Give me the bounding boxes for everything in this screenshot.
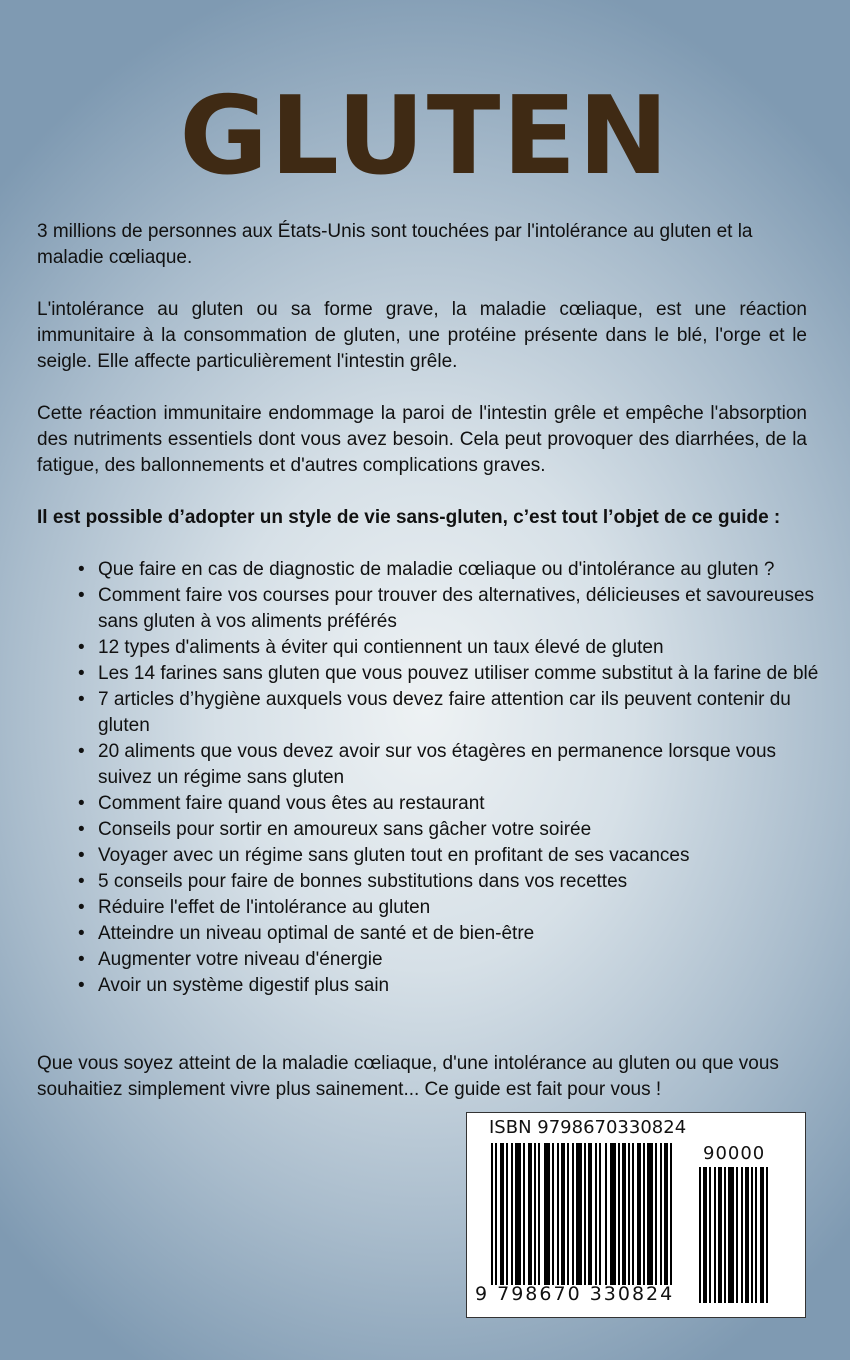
barcode-bars-main <box>491 1143 691 1285</box>
definition-paragraph: L'intolérance au gluten ou sa forme grave, la maladie cœliaque, est une réaction immunitaire à la consommation de gluten, une protéine présente dans le blé, l'orge et le seigle. Elle affecte particulièrement l'intestin grêle. <box>37 299 807 372</box>
barcode-bar <box>588 1143 592 1285</box>
barcode-bar <box>647 1143 653 1285</box>
barcode-bar <box>751 1167 753 1303</box>
intro-paragraph: 3 millions de personnes aux États-Unis sont touchées par l'intolérance au gluten et la maladie cœliaque. <box>37 221 753 268</box>
barcode-bar <box>736 1167 738 1303</box>
bullet-item: • Comment faire quand vous êtes au restaurant <box>78 791 823 817</box>
barcode-bar <box>724 1167 726 1303</box>
bullet-item: • Que faire en cas de diagnostic de maladie cœliaque ou d'intolérance au gluten ? <box>78 557 823 583</box>
barcode-bar <box>500 1143 504 1285</box>
barcode-bar <box>523 1143 525 1285</box>
barcode-bar <box>538 1143 540 1285</box>
bullet-item: • Réduire l'effet de l'intolérance au gluten <box>78 895 823 921</box>
bullet-item: • Avoir un système digestif plus sain <box>78 973 823 999</box>
barcode-bar <box>637 1143 641 1285</box>
book-title: GLUTEN <box>179 74 671 199</box>
barcode-bar <box>595 1143 597 1285</box>
barcode-bar <box>766 1167 768 1303</box>
barcode-bar <box>703 1167 707 1303</box>
barcode-bar <box>605 1143 607 1285</box>
barcode-bar <box>622 1143 626 1285</box>
barcode-bar <box>655 1143 657 1285</box>
barcode-bar <box>511 1143 513 1285</box>
barcode-bar <box>506 1143 508 1285</box>
bullet-item: • Voyager avec un régime sans gluten tout en profitant de ses vacances <box>78 843 823 869</box>
barcode-bar <box>561 1143 565 1285</box>
barcode-bar <box>741 1167 743 1303</box>
effects-paragraph: Cette réaction immunitaire endommage la paroi de l'intestin grêle et empêche l'absorption des nutriments essentiels dont vous avez besoin. Cela peut provoquer des diarrhées, de la fatigue, des ballonnements et d'autres complications graves. <box>37 403 807 476</box>
barcode-bar <box>515 1143 521 1285</box>
barcode-bar <box>599 1143 601 1285</box>
barcode-bar <box>610 1143 616 1285</box>
barcode-bar <box>544 1143 550 1285</box>
bullet-item: • Conseils pour sortir en amoureux sans gâcher votre soirée <box>78 817 823 843</box>
barcode-bar <box>760 1167 764 1303</box>
barcode-bar <box>534 1143 536 1285</box>
guide-bullet-list <box>78 557 823 999</box>
barcode-bar <box>491 1143 493 1285</box>
barcode-bar <box>584 1143 586 1285</box>
barcode-bar <box>528 1143 532 1285</box>
bullet-item: • Atteindre un niveau optimal de santé et de bien-être <box>78 921 823 947</box>
barcode-bar <box>745 1167 749 1303</box>
barcode-bar <box>576 1143 582 1285</box>
isbn-label: ISBN 9798670330824 <box>489 1117 687 1138</box>
barcode-bar <box>670 1143 672 1285</box>
barcode-bar <box>572 1143 574 1285</box>
guide-heading: Il est possible d’adopter un style de vie sans-gluten, c’est tout l’objet de ce guide : <box>37 507 781 528</box>
bullet-item: • 12 types d'aliments à éviter qui contiennent un taux élevé de gluten <box>78 635 823 661</box>
barcode-bar <box>699 1167 701 1303</box>
barcode-bars-addon <box>699 1167 783 1303</box>
barcode-bar <box>755 1167 757 1303</box>
barcode-bar <box>643 1143 645 1285</box>
barcode-bar <box>567 1143 569 1285</box>
barcode-bar <box>618 1143 620 1285</box>
barcode-bar <box>552 1143 554 1285</box>
bullet-item: • Augmenter votre niveau d'énergie <box>78 947 823 973</box>
barcode-bar <box>557 1143 559 1285</box>
bullet-item: • 5 conseils pour faire de bonnes substitutions dans vos recettes <box>78 869 823 895</box>
barcode-bar <box>709 1167 711 1303</box>
isbn-barcode <box>466 1112 806 1318</box>
barcode-bar <box>714 1167 716 1303</box>
price-code: 90000 <box>703 1143 766 1164</box>
bullet-item: • Comment faire vos courses pour trouver des alternatives, délicieuses et savoureuses sans gluten à vos aliments préférés <box>78 583 823 635</box>
barcode-bar <box>628 1143 630 1285</box>
barcode-bar <box>632 1143 634 1285</box>
barcode-bar <box>718 1167 722 1303</box>
bullet-item: • 20 aliments que vous devez avoir sur vos étagères en permanence lorsque vous suivez un régime sans gluten <box>78 739 823 791</box>
bullet-item: • Les 14 farines sans gluten que vous pouvez utiliser comme substitut à la farine de blé <box>78 661 823 687</box>
barcode-bar <box>728 1167 734 1303</box>
barcode-bar <box>664 1143 668 1285</box>
bullet-item: • 7 articles d’hygiène auxquels vous devez faire attention car ils peuvent contenir du gluten <box>78 687 823 739</box>
barcode-digits: 9 798670 330824 <box>475 1283 675 1305</box>
closing-paragraph: Que vous soyez atteint de la maladie cœliaque, d'une intolérance au gluten ou que vous souhaitiez simplement vivre plus sainement... Ce guide est fait pour vous ! <box>37 1053 779 1100</box>
barcode-bar <box>495 1143 497 1285</box>
barcode-bar <box>660 1143 662 1285</box>
